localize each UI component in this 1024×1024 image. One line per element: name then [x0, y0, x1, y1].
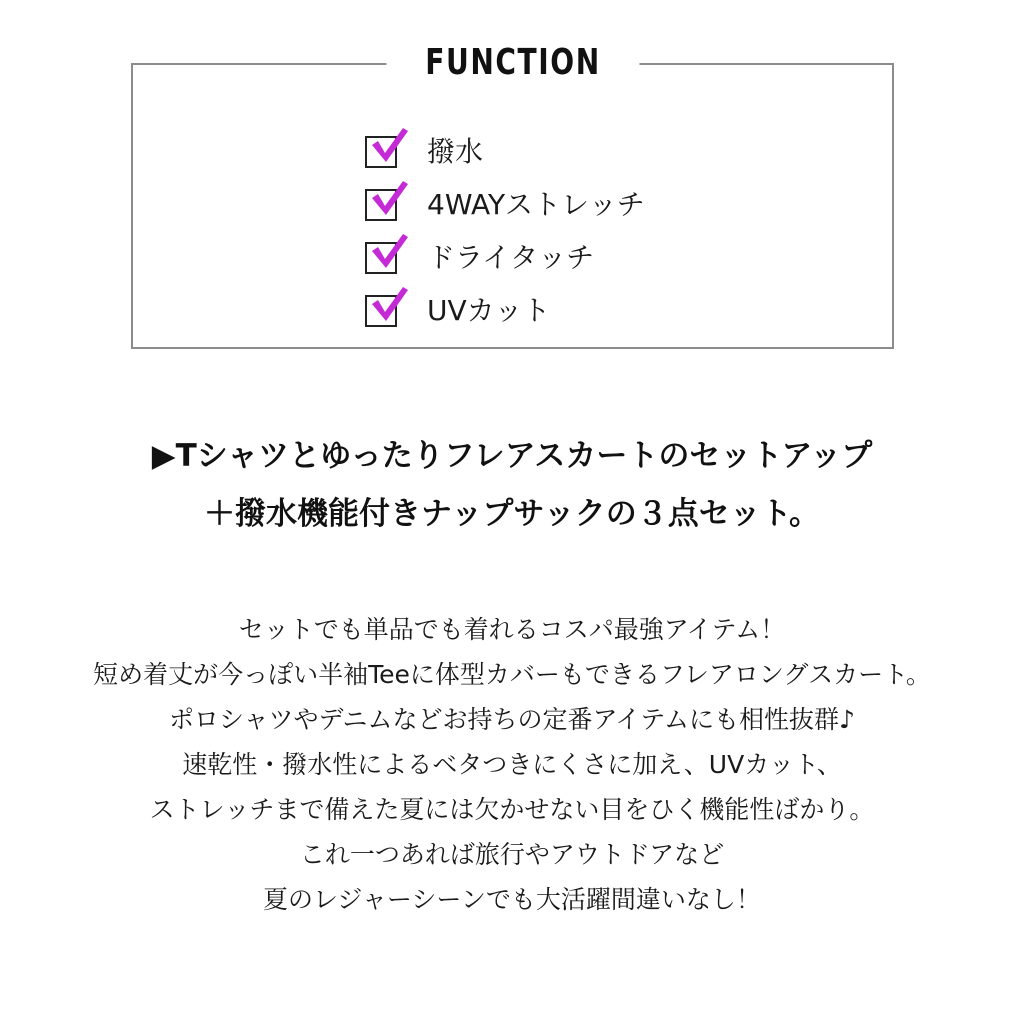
checkmark-icon [369, 177, 409, 217]
headline-line-1: ▶︎Tシャツとゆったりフレアスカートのセットアップ [151, 438, 873, 474]
description [0, 610, 1024, 925]
function-checklist [365, 125, 645, 337]
checkbox [365, 242, 397, 274]
description-line: セットでも単品でも着れるコスパ最強アイテム！ [238, 615, 786, 644]
checkbox [365, 136, 397, 168]
function-item [365, 284, 645, 337]
function-item [365, 178, 645, 231]
function-item-label: ドライタッチ [427, 240, 595, 274]
description-line: 速乾性・撥水性によるベタつきにくさに加え、UVカット、 [182, 750, 842, 779]
description-line: ストレッチまで備えた夏には欠かせない目をひく機能性ばかり。 [149, 795, 875, 824]
checkbox [365, 189, 397, 221]
description-line: 夏のレジャーシーンでも大活躍間違いなし！ [263, 885, 761, 914]
function-item-label: 撥水 [427, 134, 484, 168]
function-item [365, 125, 645, 178]
checkmark-icon [369, 283, 409, 323]
checkbox [365, 295, 397, 327]
checkmark-icon [369, 124, 409, 164]
function-box [131, 42, 894, 349]
checkmark-icon [369, 230, 409, 270]
description-line: 短め着丈が今っぽい半袖Teeに体型カバーもできるフレアロングスカート。 [93, 660, 931, 689]
function-item-label: UVカット [427, 293, 551, 327]
description-line: ポロシャツやデニムなどお持ちの定番アイテムにも相性抜群♪ [169, 705, 855, 734]
function-item-label: 4WAYストレッチ [427, 187, 645, 221]
headline-line-2: ＋撥水機能付きナップサックの３点セット。 [204, 496, 820, 532]
description-line: これ一つあれば旅行やアウトドアなど [299, 840, 725, 869]
function-item [365, 231, 645, 284]
function-title: FUNCTION [386, 43, 639, 83]
